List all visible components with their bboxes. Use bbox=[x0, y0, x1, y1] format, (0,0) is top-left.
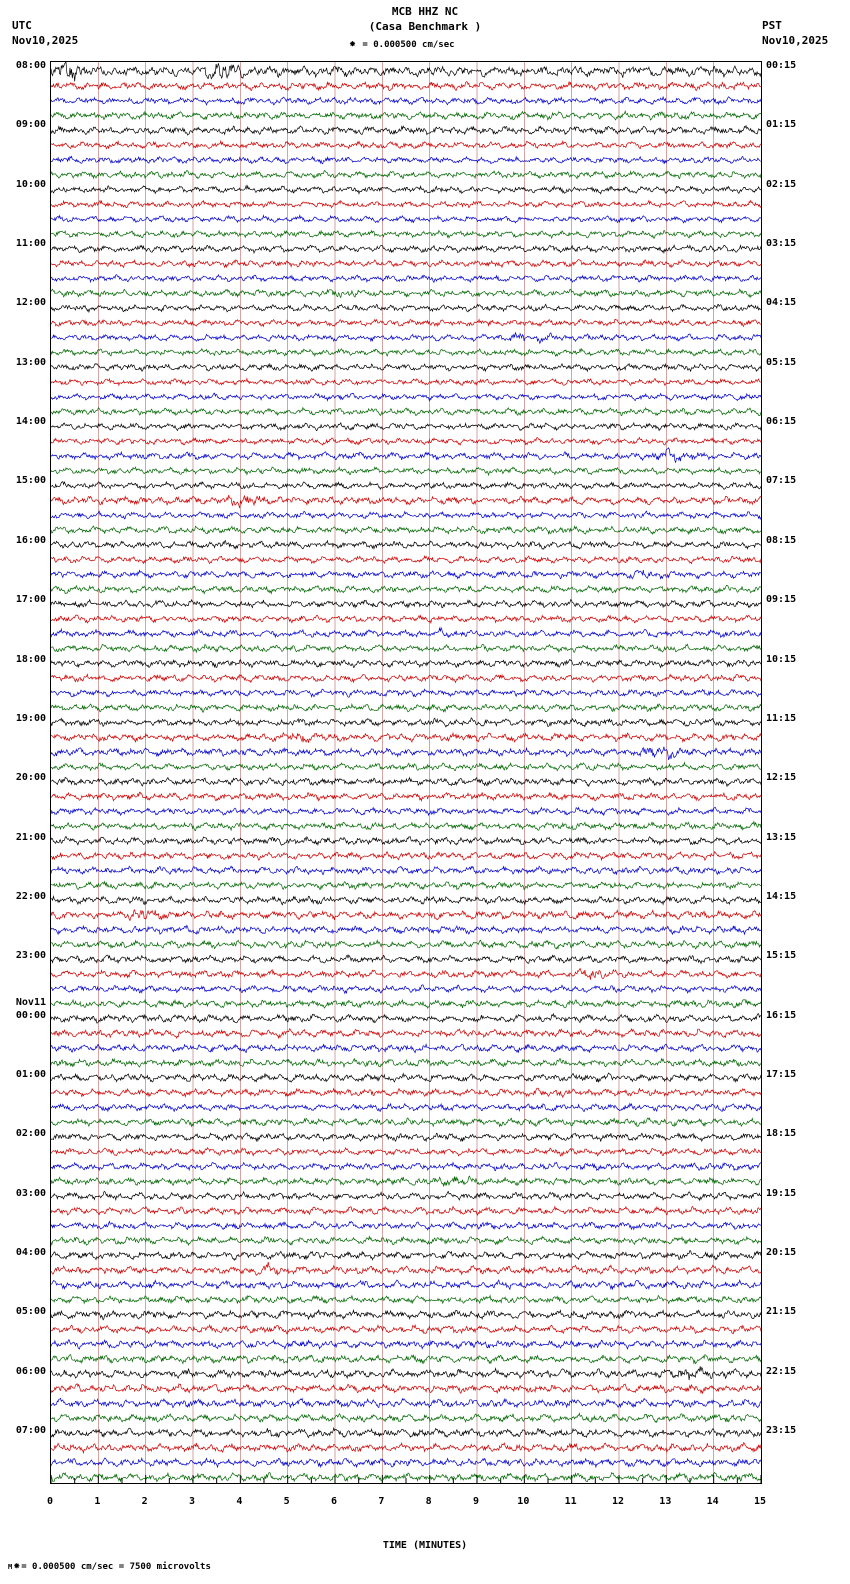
seismogram-trace bbox=[51, 1366, 761, 1380]
seismogram-trace bbox=[51, 1162, 761, 1170]
right-time-label: 15:15 bbox=[766, 950, 797, 961]
x-tick-label: 7 bbox=[378, 1496, 385, 1507]
left-time-label: 02:00 bbox=[15, 1128, 46, 1139]
seismogram-traces bbox=[51, 62, 761, 1483]
left-time-label: 09:00 bbox=[15, 119, 46, 130]
seismogram-trace bbox=[51, 408, 761, 416]
x-tick-label: 6 bbox=[330, 1496, 338, 1507]
right-time-label: 07:15 bbox=[766, 475, 797, 486]
seismogram-trace bbox=[51, 1325, 761, 1334]
seismogram-trace bbox=[51, 1059, 761, 1067]
seismogram-trace bbox=[51, 231, 761, 239]
footer-text: = 0.000500 cm/sec = 7500 microvolts bbox=[21, 1562, 211, 1572]
seismogram-trace bbox=[51, 245, 761, 253]
seismogram-trace bbox=[51, 97, 761, 105]
seismogram-trace bbox=[51, 379, 761, 386]
seismogram-trace bbox=[51, 659, 761, 667]
seismogram-trace bbox=[51, 1073, 761, 1082]
seismogram-trace bbox=[51, 600, 761, 608]
right-time-label: 05:15 bbox=[766, 357, 797, 368]
seismogram-trace bbox=[51, 585, 761, 593]
header-right-date: Nov10,2025 bbox=[762, 34, 829, 47]
right-time-label: 13:15 bbox=[766, 832, 797, 843]
seismogram-trace bbox=[51, 156, 761, 163]
seismogram-trace bbox=[51, 1251, 761, 1261]
seismogram-trace bbox=[51, 482, 761, 490]
seismogram-trace bbox=[51, 822, 761, 831]
left-time-label: 19:00 bbox=[15, 713, 46, 724]
seismogram-trace bbox=[51, 674, 761, 682]
seismogram-trace bbox=[51, 319, 761, 326]
seismogram-trace bbox=[51, 777, 761, 786]
seismogram-trace bbox=[51, 792, 761, 801]
seismogram-trace bbox=[51, 1340, 761, 1349]
right-time-label: 16:15 bbox=[766, 1010, 797, 1021]
seismogram-trace bbox=[51, 882, 761, 890]
left-time-label: 10:00 bbox=[15, 179, 46, 190]
seismogram-trace bbox=[51, 1458, 761, 1467]
left-time-label: 15:00 bbox=[15, 475, 46, 486]
seismogram-trace bbox=[51, 1413, 761, 1422]
right-time-label: 09:15 bbox=[766, 594, 797, 605]
left-time-label: 13:00 bbox=[15, 357, 46, 368]
scale-bar-icon: ⁕ bbox=[348, 40, 357, 50]
left-time-label: 05:00 bbox=[15, 1306, 46, 1317]
left-time-label: 04:00 bbox=[15, 1247, 46, 1258]
seismogram-trace bbox=[51, 1262, 761, 1275]
seismogram-trace bbox=[51, 704, 761, 712]
seismogram-trace bbox=[51, 1014, 761, 1023]
header-left-zone: UTC bbox=[12, 19, 32, 32]
seismogram-trace bbox=[51, 1280, 761, 1289]
seismogram-trace bbox=[51, 955, 761, 963]
seismogram-trace bbox=[51, 1237, 761, 1246]
left-time-label: 11:00 bbox=[15, 238, 46, 249]
right-time-label: 19:15 bbox=[766, 1188, 797, 1199]
seismogram-trace bbox=[51, 763, 761, 771]
seismogram-trace bbox=[51, 1104, 761, 1112]
left-time-label: 14:00 bbox=[15, 416, 46, 427]
seismogram-trace bbox=[51, 215, 761, 222]
right-time-label: 14:15 bbox=[766, 891, 797, 902]
seismogram-trace bbox=[51, 1000, 761, 1009]
right-time-label: 22:15 bbox=[766, 1366, 797, 1377]
seismogram-trace bbox=[51, 925, 761, 934]
seismogram-trace bbox=[51, 1384, 761, 1394]
right-time-label: 04:15 bbox=[766, 297, 797, 308]
scale-reference-text: = 0.000500 cm/sec bbox=[362, 40, 455, 50]
scale-reference bbox=[348, 40, 455, 50]
x-axis-label: TIME (MINUTES) bbox=[382, 1540, 468, 1551]
header-station-block bbox=[0, 4, 850, 34]
seismogram-trace bbox=[51, 689, 761, 697]
right-time-label: 06:15 bbox=[766, 416, 797, 427]
right-time-label: 03:15 bbox=[766, 238, 797, 249]
seismogram-trace bbox=[51, 1398, 761, 1407]
right-time-label: 17:15 bbox=[766, 1069, 797, 1080]
seismogram-trace bbox=[51, 62, 761, 81]
right-time-label: 10:15 bbox=[766, 654, 797, 665]
seismogram-trace bbox=[51, 260, 761, 268]
left-time-label: 23:00 bbox=[15, 950, 46, 961]
seismogram-trace bbox=[51, 1310, 761, 1320]
left-time-label: 01:00 bbox=[15, 1069, 46, 1080]
seismogram-trace bbox=[51, 1192, 761, 1201]
right-time-label: 11:15 bbox=[766, 713, 797, 724]
x-tick-label: 10 bbox=[517, 1496, 530, 1507]
seismogram-trace bbox=[51, 1148, 761, 1156]
x-tick-label: 11 bbox=[564, 1496, 577, 1507]
x-tick-label: 15 bbox=[753, 1496, 767, 1507]
left-time-label: 03:00 bbox=[15, 1188, 46, 1199]
seismogram-trace bbox=[51, 615, 761, 623]
x-tick-label: 4 bbox=[236, 1496, 243, 1507]
x-tick-label: 0 bbox=[46, 1496, 54, 1507]
seismogram-trace bbox=[51, 747, 761, 760]
station-code: MCB HHZ NC bbox=[391, 5, 459, 18]
seismogram-trace bbox=[51, 910, 761, 921]
seismogram-trace bbox=[51, 836, 761, 845]
seismogram-trace bbox=[51, 1428, 761, 1437]
left-time-label: Nov11 bbox=[15, 997, 46, 1008]
right-time-label: 00:15 bbox=[766, 60, 797, 71]
seismogram-trace bbox=[51, 1133, 761, 1141]
seismogram-trace bbox=[51, 718, 761, 727]
right-time-label: 18:15 bbox=[766, 1128, 797, 1139]
seismogram-trace bbox=[51, 1044, 761, 1053]
seismogram-trace bbox=[51, 186, 761, 194]
right-time-label: 21:15 bbox=[766, 1306, 797, 1317]
x-tick-label: 1 bbox=[94, 1496, 101, 1507]
seismogram-trace bbox=[51, 896, 761, 905]
seismogram-trace bbox=[51, 985, 761, 993]
seismogram-trace bbox=[51, 141, 761, 149]
right-time-label: 12:15 bbox=[766, 772, 797, 783]
seismogram-trace bbox=[51, 541, 761, 550]
seismogram-trace bbox=[51, 1221, 761, 1229]
seismogram-trace bbox=[51, 81, 761, 90]
seismogram-trace bbox=[51, 733, 761, 743]
seismogram-trace bbox=[51, 866, 761, 874]
x-tick-label: 14 bbox=[706, 1496, 719, 1507]
seismogram-trace bbox=[51, 644, 761, 652]
left-time-axis bbox=[0, 0, 46, 1584]
seismogram-trace bbox=[51, 467, 761, 475]
seismogram-trace bbox=[51, 570, 761, 579]
left-time-label: 18:00 bbox=[15, 654, 46, 665]
seismogram-trace bbox=[51, 1296, 761, 1304]
seismogram-trace bbox=[51, 1206, 761, 1215]
seismogram-trace bbox=[51, 1118, 761, 1127]
left-time-label: 12:00 bbox=[15, 297, 46, 308]
footer-scale-bar-icon: ⁕ bbox=[12, 1562, 21, 1572]
left-time-label: 00:00 bbox=[15, 1010, 46, 1021]
seismogram-trace bbox=[51, 495, 761, 508]
seismogram-trace bbox=[51, 393, 761, 400]
left-time-label: 17:00 bbox=[15, 594, 46, 605]
left-time-label: 08:00 bbox=[15, 60, 46, 71]
seismogram-trace bbox=[51, 423, 761, 431]
seismogram-trace bbox=[51, 289, 761, 297]
x-tick-label: 9 bbox=[472, 1496, 480, 1507]
seismogram-trace bbox=[51, 111, 761, 120]
right-time-label: 02:15 bbox=[766, 179, 797, 190]
right-time-label: 01:15 bbox=[766, 119, 797, 130]
x-tick-label: 3 bbox=[188, 1496, 196, 1507]
x-tick-label: 5 bbox=[283, 1496, 290, 1507]
seismogram-trace bbox=[51, 526, 761, 534]
seismogram-trace bbox=[51, 1176, 761, 1186]
header-right-zone: PST bbox=[762, 19, 782, 32]
seismogram-trace bbox=[51, 1029, 761, 1038]
seismogram-trace bbox=[51, 275, 761, 283]
seismogram-trace bbox=[51, 1088, 761, 1097]
seismogram-trace bbox=[51, 438, 761, 446]
seismogram-trace bbox=[51, 448, 761, 463]
x-tick-label: 13 bbox=[659, 1496, 672, 1507]
seismogram-trace bbox=[51, 364, 761, 372]
seismogram-plot bbox=[50, 61, 762, 1484]
left-time-label: 07:00 bbox=[15, 1425, 46, 1436]
seismogram-trace bbox=[51, 1443, 761, 1453]
station-description: (Casa Benchmark ) bbox=[368, 20, 482, 33]
seismogram-trace bbox=[51, 349, 761, 356]
x-axis-ticks bbox=[0, 1486, 850, 1506]
seismogram-trace bbox=[51, 126, 761, 135]
left-time-label: 20:00 bbox=[15, 772, 46, 783]
seismogram-trace bbox=[51, 1355, 761, 1364]
x-tick-label: 2 bbox=[141, 1496, 148, 1507]
right-time-label: 20:15 bbox=[766, 1247, 797, 1258]
footer-prefix: M bbox=[8, 1563, 13, 1571]
seismogram-trace bbox=[51, 807, 761, 815]
left-time-label: 06:00 bbox=[15, 1366, 46, 1377]
left-time-label: 22:00 bbox=[15, 891, 46, 902]
right-time-label: 08:15 bbox=[766, 535, 797, 546]
seismogram-trace bbox=[51, 304, 761, 312]
seismogram-trace bbox=[51, 171, 761, 179]
x-tick-label: 12 bbox=[611, 1496, 625, 1507]
header-left-date: Nov10,2025 bbox=[12, 34, 79, 47]
seismogram-trace bbox=[51, 333, 761, 344]
seismogram-trace bbox=[51, 201, 761, 208]
seismogram-trace bbox=[51, 852, 761, 860]
left-time-label: 16:00 bbox=[15, 535, 46, 546]
seismogram-trace bbox=[51, 969, 761, 980]
x-tick-label: 8 bbox=[425, 1496, 432, 1507]
seismogram-trace bbox=[51, 628, 761, 638]
right-time-axis bbox=[766, 0, 846, 1584]
seismogram-trace bbox=[51, 940, 761, 949]
footer-scale-note bbox=[8, 1562, 211, 1572]
seismogram-trace bbox=[51, 556, 761, 564]
seismogram-trace bbox=[51, 511, 761, 519]
right-time-label: 23:15 bbox=[766, 1425, 797, 1436]
left-time-label: 21:00 bbox=[15, 832, 46, 843]
